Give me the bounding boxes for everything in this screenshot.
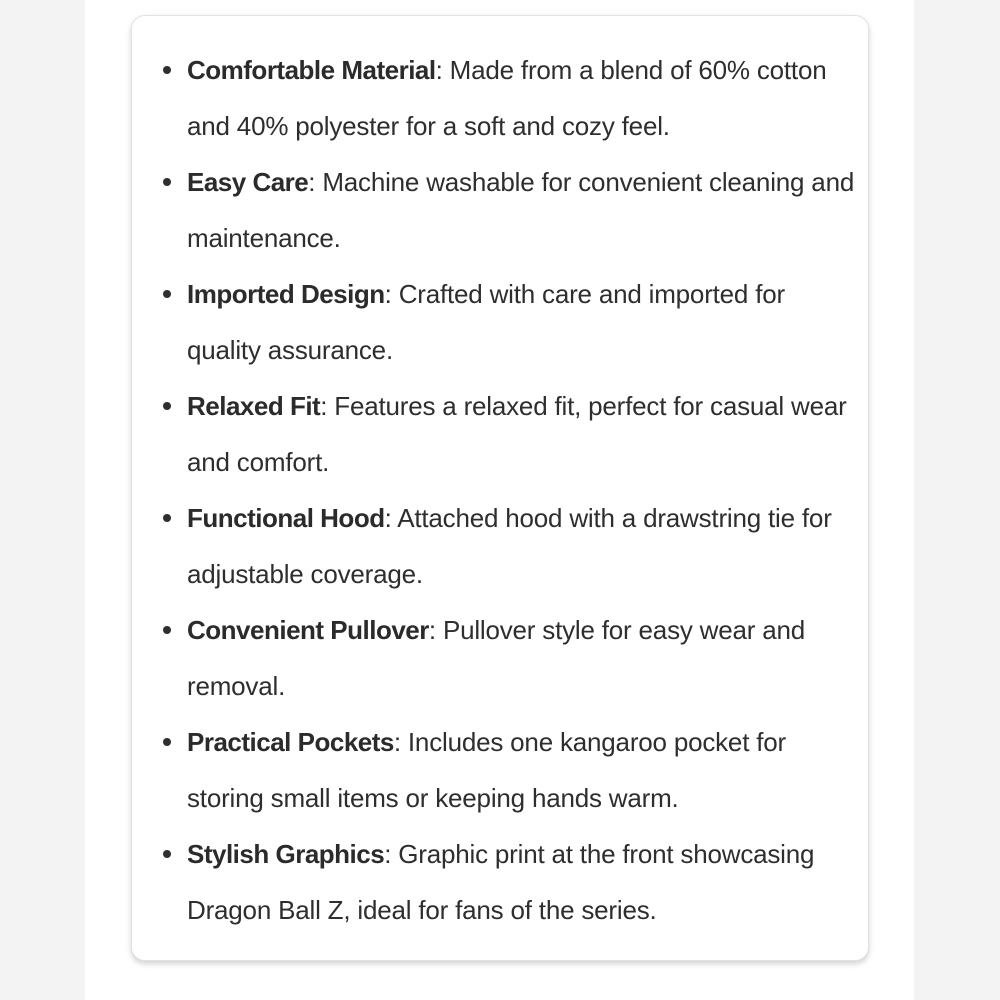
- feature-description: : Features a relaxed fit, perfect for casual wear and comfort.: [187, 391, 847, 477]
- bullet-icon: [163, 178, 171, 186]
- bullet-icon: [163, 402, 171, 410]
- feature-description: : Crafted with care and imported for quality assurance.: [187, 279, 785, 365]
- bullet-icon: [163, 514, 171, 522]
- feature-item: [187, 714, 857, 826]
- feature-title: Convenient Pullover: [187, 615, 429, 645]
- feature-description: : Attached hood with a drawstring tie for adjustable coverage.: [187, 503, 832, 589]
- feature-description: : Graphic print at the front showcasing Dragon Ball Z, ideal for fans of the series.: [187, 839, 815, 925]
- feature-title: Comfortable Material: [187, 55, 436, 85]
- feature-title: Easy Care: [187, 167, 309, 197]
- product-features-card: [131, 15, 869, 961]
- feature-description: : Includes one kangaroo pocket for storing small items or keeping hands warm.: [187, 727, 786, 813]
- bullet-icon: [163, 626, 171, 634]
- feature-item: [187, 266, 857, 378]
- feature-description: : Pullover style for easy wear and removal.: [187, 615, 806, 701]
- feature-list: [187, 42, 857, 938]
- feature-item: [187, 378, 857, 490]
- feature-title: Practical Pockets: [187, 727, 394, 757]
- feature-item: [187, 826, 857, 938]
- feature-title: Imported Design: [187, 279, 385, 309]
- bullet-icon: [163, 738, 171, 746]
- feature-item: [187, 42, 857, 154]
- feature-title: Stylish Graphics: [187, 839, 385, 869]
- feature-item: [187, 490, 857, 602]
- feature-description: : Made from a blend of 60% cotton and 40% polyester for a soft and cozy feel.: [187, 55, 827, 141]
- feature-description: : Machine washable for convenient cleaning and maintenance.: [187, 167, 855, 253]
- bullet-icon: [163, 850, 171, 858]
- bullet-icon: [163, 290, 171, 298]
- feature-item: [187, 154, 857, 266]
- feature-title: Functional Hood: [187, 503, 385, 533]
- feature-item: [187, 602, 857, 714]
- bullet-icon: [163, 66, 171, 74]
- feature-title: Relaxed Fit: [187, 391, 321, 421]
